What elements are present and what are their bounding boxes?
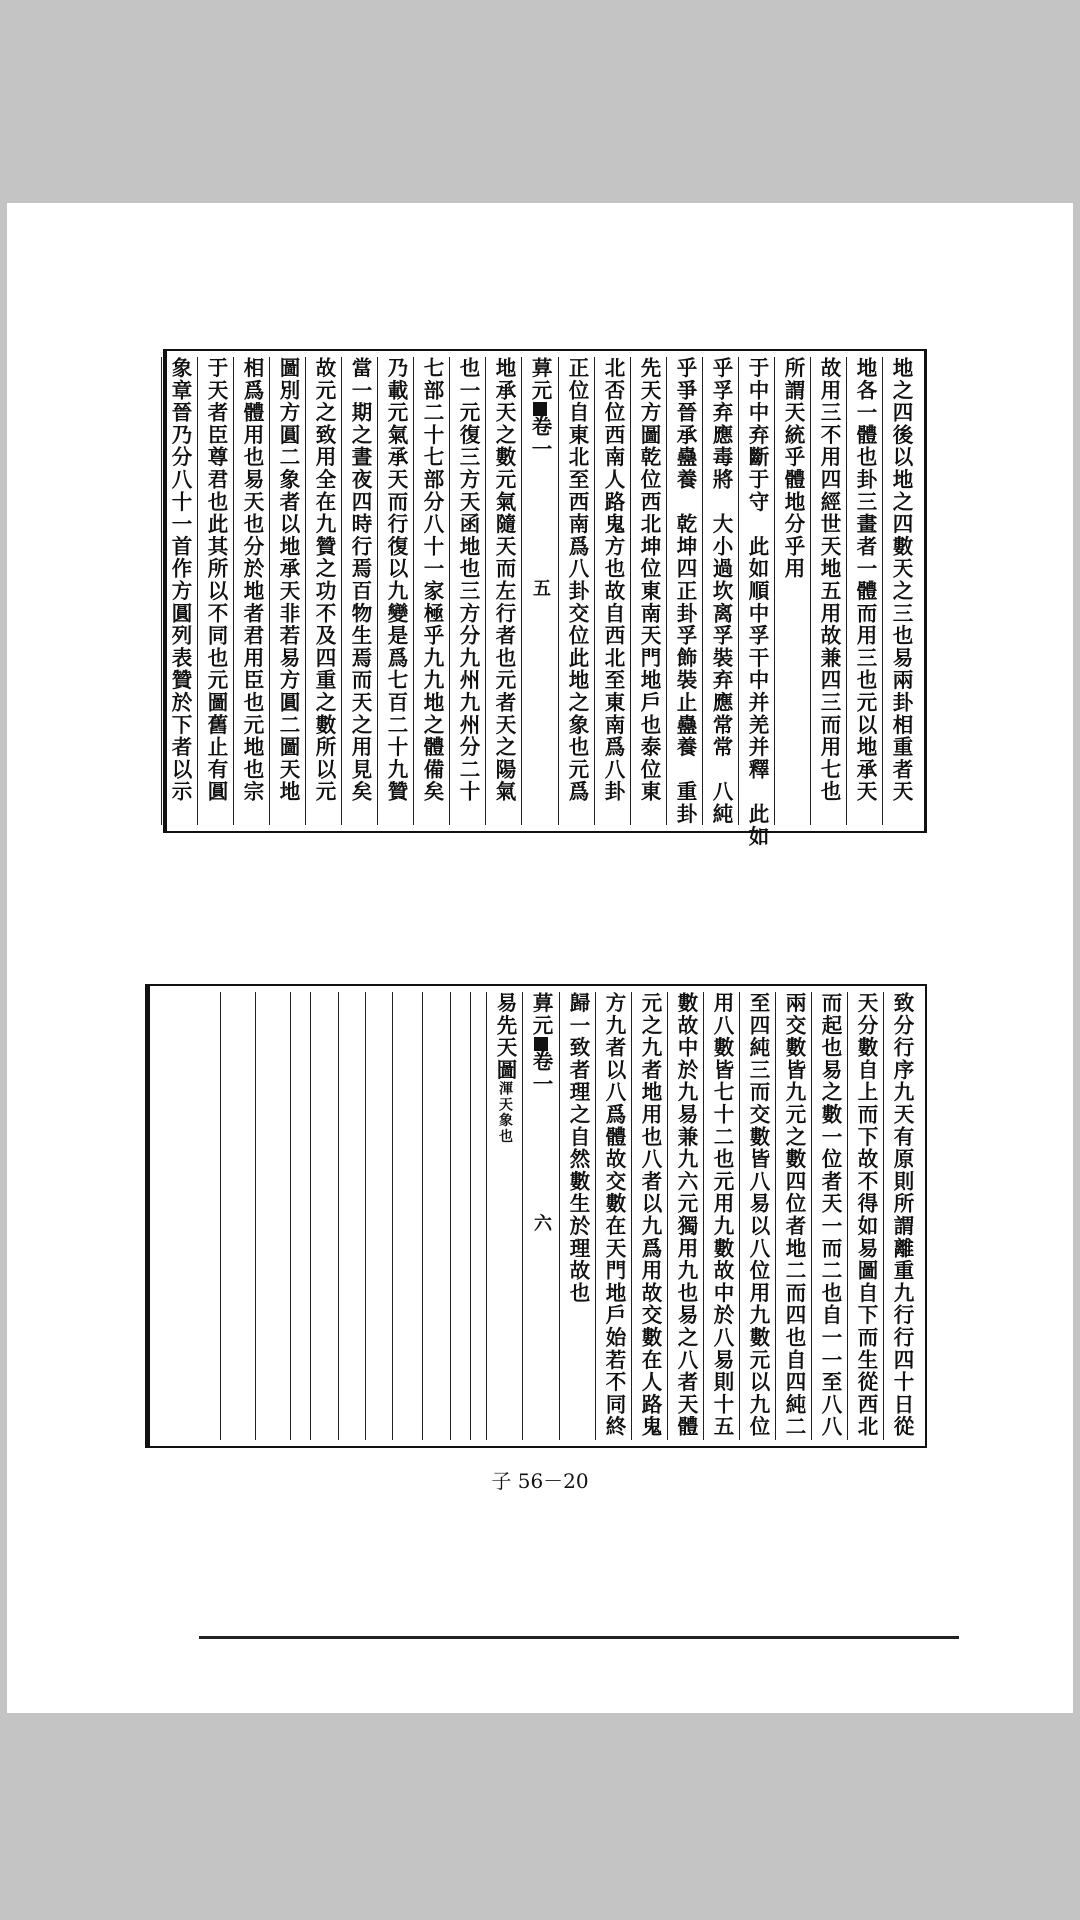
page-sheet [7, 203, 1073, 1713]
text-column: 也一元復三方天函地也三方分九州九州分二十 [449, 357, 485, 825]
bottom-page-text [479, 992, 919, 1440]
figure-subtitle: 渾天象也 [497, 1081, 513, 1145]
empty-column-rules [160, 992, 460, 1440]
book-title: 萛元 [528, 357, 552, 402]
fishtail-mark-icon [534, 1037, 548, 1051]
column-rule [450, 992, 451, 1440]
text-column: 方九者以八爲體故交數在天門地戶始若不同終 [595, 992, 631, 1440]
column-rule [392, 992, 393, 1440]
running-header [522, 992, 559, 1440]
text-column: 乎爭晉承蠱養 乾坤四正卦孚飾裝止蠱養 重卦 [666, 357, 702, 825]
text-column: 歸一致者理之自然數生於理故也 [559, 992, 595, 1440]
text-column: 乎孚弃應毒將 大小過坎离孚裝弃應常常 八純 [702, 357, 738, 825]
text-column: 數故中於九易兼九六元獨用九也易之八者天體 [667, 992, 703, 1440]
text-column: 所謂天統乎體地分乎用 [774, 357, 810, 825]
folio-number: 六 [531, 1095, 552, 1234]
text-column: 圖別方圓二象者以地承天非若易方圓二圖天地 [269, 357, 305, 825]
text-column: 地承天之數元氣隨天而左行者也元者天之陽氣 [485, 357, 521, 825]
text-column: 地各一體也卦三畫者一體而用三也元以地承天 [846, 357, 882, 825]
bottom-page-panel [145, 984, 927, 1448]
fishtail-mark-icon [533, 402, 547, 416]
text-column: 天分數自上而下故不得如易圖自下而生從西北 [847, 992, 883, 1440]
running-header [521, 357, 558, 825]
text-column: 北否位西南人路鬼方也故自西北至東南爲八卦 [594, 357, 630, 825]
text-column: 象章晉乃分八十一首作方圓列表贊於下者以示 [161, 357, 197, 825]
figure-title-column [486, 992, 522, 1440]
text-column: 相爲體用也易天也分於地者君用臣也元地也宗 [233, 357, 269, 825]
column-rule [255, 992, 256, 1440]
text-column: 于天者臣尊君也此其所以不同也元圖舊止有圓 [197, 357, 233, 825]
text-column: 先天方圖乾位西北坤位東南天門地戶也泰位東 [630, 357, 666, 825]
folio-number: 五 [530, 460, 551, 599]
juan-label: 卷一 [529, 1050, 553, 1096]
column-rule [365, 992, 366, 1440]
footer-rule [199, 1636, 959, 1639]
text-column: 乃載元氣承天而行復以九變是爲七百二十九贊 [377, 357, 413, 825]
column-rule [470, 992, 471, 1440]
text-column: 故用三不用四經世天地五用故兼四三而用七也 [810, 357, 846, 825]
top-page-panel [163, 349, 927, 848]
text-column: 七部二十七部分八十一家極乎九九地之體備矣 [413, 357, 449, 825]
column-rule [338, 992, 339, 1440]
text-column: 而起也易之數一位者天一而二也自一一至八八 [811, 992, 847, 1440]
text-column: 于中中弃斷于守 此如順中孚干中并羌并釋 此如 [738, 357, 774, 825]
column-rule [290, 992, 291, 1440]
text-column: 元之九者地用也八者以九爲用故交數在人路鬼 [631, 992, 667, 1440]
book-title: 萛元 [529, 992, 553, 1037]
column-rule [310, 992, 311, 1440]
text-column: 兩交數皆九元之數四位者地二而四也自四純二 [775, 992, 811, 1440]
text-column: 正位自東北至西南爲八卦交位此地之象也元爲 [558, 357, 594, 825]
text-column: 地之四後以地之四數天之三也易兩卦相重者天 [882, 357, 918, 825]
text-column: 致分行序九天有原則所謂離重九行行四十日從 [883, 992, 919, 1440]
text-column: 用八數皆七十二也元用九數故中於八易則十五 [703, 992, 739, 1440]
page-label: 子 56－20 [491, 1469, 589, 1493]
juan-label: 卷一 [528, 415, 552, 461]
column-rule [220, 992, 221, 1440]
text-column: 當一期之晝夜四時行焉百物生焉而天之用見矣 [341, 357, 377, 825]
column-rule [422, 992, 423, 1440]
top-page-text [168, 357, 918, 848]
text-column: 故元之致用全在九贊之功不及四重之數所以元 [305, 357, 341, 825]
figure-title: 易先天圖 [493, 992, 517, 1082]
text-column: 至四純三而交數皆八易以八位用九數元以九位 [739, 992, 775, 1440]
